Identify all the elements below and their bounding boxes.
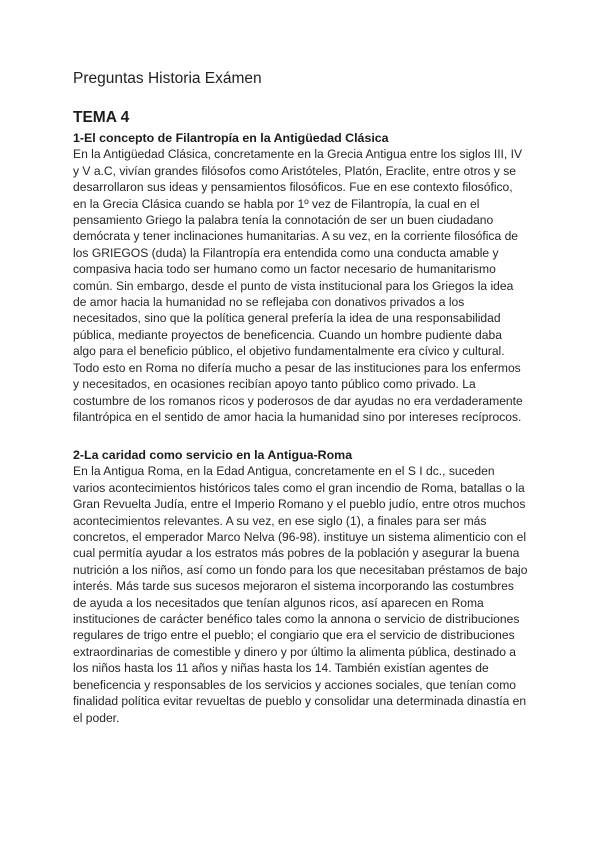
paragraph-line: el poder.: [73, 710, 120, 725]
paragraph-line: algo para el beneficio público, el objetivo fundamentalmente era cívico y cultural.: [73, 344, 505, 359]
section-caridad-roma: [73, 447, 533, 726]
paragraph-line: En la Antigua Roma, en la Edad Antigua, concretamente en el S I dc., suceden: [73, 464, 495, 479]
section-paragraph: [73, 146, 533, 425]
document-title: Preguntas Historia Exámen: [73, 70, 262, 87]
paragraph-line: varios acontecimientos históricos tales como el gran incendio de Roma, batallas o la: [73, 480, 525, 495]
paragraph-line: nutrición a los niños, así como un fondo para los que necesitaban préstamos de bajo: [73, 562, 528, 577]
paragraph-line: y necesitados, en ocasiones recibían apoyo tanto público como privado. La: [73, 377, 476, 392]
paragraph-line: interés. Más tarde sus sucesos mejoraron el sistema incorporando las costumbres: [73, 579, 514, 594]
paragraph-line: extraordinarias de comestible y dinero y por último la alimenta pública, destinado a: [73, 644, 517, 659]
paragraph-line: Todo esto en Roma no difería mucho a pesar de las instituciones para los enfermos: [73, 360, 521, 375]
section-heading: 1-El concepto de Filantropía en la Antigüedad Clásica: [73, 131, 389, 145]
paragraph-line: los GRIEGOS (duda) la Filantropía era entendida como una conducta amable y: [73, 245, 499, 260]
paragraph-line: finalidad política evitar revueltas de pueblo y consolidar una determinada dinastía en: [73, 694, 527, 709]
paragraph-line: Gran Revuelta Judía, entre el Imperio Romano y el pueblo judío, entre otros muchos: [73, 497, 526, 512]
paragraph-line: desarrollaron sus ideas y pensamientos filosóficos. Fue en ese contexto filosófico,: [73, 180, 513, 195]
paragraph-line: común. Sin embargo, desde el punto de vista institucional para los Griegos la idea: [73, 278, 514, 293]
paragraph-line: regulares de trigo entre el pueblo; el congiario que era el servicio de distribuciones: [73, 628, 515, 643]
paragraph-line: costumbre de los romanos ricos y poderosos de dar ayudas no era verdaderamente: [73, 393, 523, 408]
paragraph-line: filantrópica en el sentido de amor hacia la humanidad sino por intereses recíprocos.: [73, 409, 522, 424]
paragraph-line: en la Grecia Clásica cuando se habla por 1º vez de Filantropía, la cual en el: [73, 196, 480, 211]
paragraph-line: pensamiento Griego la palabra tenía la connotación de ser un buen ciudadano: [73, 213, 494, 228]
paragraph-line: En la Antigüedad Clásica, concretamente en la Grecia Antigua entre los siglos III, IV: [73, 147, 523, 162]
paragraph-line: pública, mediante proyectos de beneficencia. Cuando un hombre pudiente daba: [73, 327, 502, 342]
paragraph-line: los niños hasta los 11 años y niñas hasta los 14. También existían agentes de: [73, 661, 489, 676]
paragraph-line: acontecimientos relevantes. A su vez, en ese siglo (1), a finales para ser más: [73, 513, 487, 528]
paragraph-line: beneficencia y responsables de los servicios y acciones sociales, que tenían como: [73, 677, 517, 692]
paragraph-line: demócrata y tener inclinaciones humanitarias. A su vez, en la corriente filosófica de: [73, 229, 519, 244]
paragraph-line: instituciones de carácter benéfico tales como la annona o servicio de distribuciones: [73, 612, 520, 627]
tema-heading: TEMA 4: [73, 109, 130, 126]
paragraph-line: compasiva hacia todo ser humano como un factor necesario de humanitarismo: [73, 262, 496, 277]
paragraph-line: y V a.C, vivían grandes filósofos como Aristóteles, Platón, Eraclite, entre otros y se: [73, 163, 516, 178]
section-paragraph: [73, 463, 533, 726]
paragraph-line: concretos, el emperador Marco Nelva (96-98). instituye un sistema alimenticio con el: [73, 530, 527, 545]
paragraph-line: necesitados, sino que la política general prefería la idea de una responsabilidad: [73, 311, 501, 326]
paragraph-line: cual permitía ayudar a los estratos más pobres de la población y asegurar la buena: [73, 546, 520, 561]
section-filantropia: [73, 130, 533, 425]
paragraph-line: de amor hacia la humanidad no se reflejaba con donativos privados a los: [73, 295, 465, 310]
paragraph-line: de ayuda a los necesitados que tenían algunos ricos, así aparecen en Roma: [73, 595, 484, 610]
section-heading: 2-La caridad como servicio en la Antigua-Roma: [73, 448, 353, 462]
